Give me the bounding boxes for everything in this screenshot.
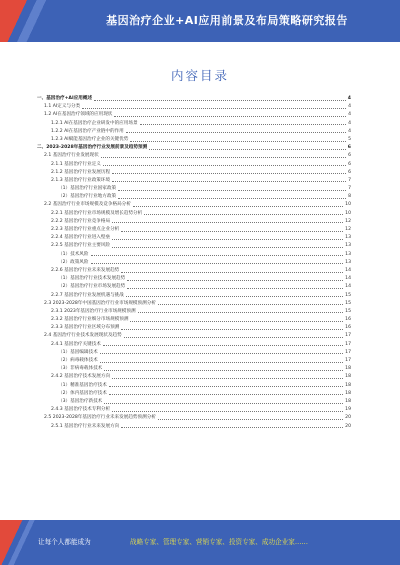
toc-entry[interactable] [37, 120, 351, 128]
toc-entry-page: 6 [347, 161, 351, 169]
toc-dot-leader [100, 353, 343, 354]
toc-entry-page: 7 [347, 185, 351, 193]
toc-entry[interactable] [37, 234, 351, 242]
toc-dot-leader [121, 427, 343, 428]
toc-entry[interactable] [37, 357, 351, 365]
toc-entry-title: 2.5 2023-2028年基因治疗行业未来发展趋势预测分析 [44, 414, 157, 422]
toc-dot-leader [130, 321, 343, 322]
toc-entry[interactable] [37, 103, 351, 111]
toc-dot-leader [112, 181, 346, 182]
toc-dot-leader [109, 394, 343, 395]
toc-entry[interactable] [37, 341, 351, 349]
toc-entry-title: 2.5.1 基因治疗行业未来发展方向 [51, 423, 120, 431]
toc-entry-title: 2.3.2 基因治疗行业细分市场规模预测 [51, 316, 129, 324]
toc-entry-page: 18 [344, 398, 351, 406]
toc-dot-leader [144, 214, 343, 215]
toc-entry[interactable] [37, 259, 351, 267]
toc-entry-title: 2.2.2 基因治疗行业竞争格局 [51, 218, 111, 226]
toc-entry-page: 4 [347, 128, 351, 136]
toc-entry-title: 2.1.3 基因治疗行业政策环境 [51, 177, 111, 185]
toc-entry[interactable] [37, 292, 351, 300]
toc-entry-page: 19 [344, 406, 351, 414]
toc-entry-page: 15 [344, 300, 351, 308]
toc-dot-leader [121, 231, 343, 232]
toc-entry[interactable] [37, 152, 351, 160]
toc-entry-page: 15 [344, 292, 351, 300]
toc-entry-title: （2）体内基因治疗技术 [58, 390, 108, 398]
footer-roles: 战略专家、管理专家、营销专家、投资专家、成功企业家…… [130, 538, 309, 546]
toc-entry[interactable] [37, 193, 351, 201]
footer-slogan: 让每个人都能成为 [38, 538, 91, 546]
toc-entry[interactable] [37, 185, 351, 193]
toc-entry-title: （1）精准基因治疗技术 [58, 382, 108, 390]
toc-entry-title: 2.4.2 基因治疗技术发展方向 [51, 373, 111, 381]
toc-entry[interactable] [37, 349, 351, 357]
toc-entry-title: 2.2.6 基因治疗行业未来发展趋势 [51, 267, 120, 275]
toc-entry-page: 8 [347, 193, 351, 201]
toc-entry[interactable] [37, 136, 351, 144]
toc-entry-title: 2.2.5 基因治疗行业主要风险 [51, 242, 111, 250]
toc-dot-leader [91, 255, 344, 256]
toc-entry-title: 2.2.7 基因治疗行业发展机遇与挑战 [51, 292, 125, 300]
toc-entry-title: 2.3 2023-2028年中国基因治疗行业市场规模预测分析 [44, 300, 157, 308]
toc-entry-title: 2.3.3 基因治疗行业区域分布预测 [51, 324, 120, 332]
toc-entry[interactable] [37, 283, 351, 291]
report-title: 基因治疗企业+AI应用前景及布局策略研究报告 [106, 14, 348, 27]
toc-entry[interactable] [37, 95, 351, 103]
toc-entry-title: 2.4 基因治疗行业技术发展现状及趋势 [44, 332, 123, 340]
toc-entry-page: 13 [344, 234, 351, 242]
toc-dot-leader [103, 345, 343, 346]
toc-dot-leader [158, 419, 343, 420]
toc-dot-leader [112, 411, 343, 412]
toc-dot-leader [104, 370, 343, 371]
toc-entry[interactable] [37, 210, 351, 218]
toc-entry-title: 1.1 AI定义与分类 [44, 103, 81, 111]
header-decoration [0, 0, 60, 42]
toc-entry-title: （2）基因治疗行业市场发展趋势 [58, 283, 126, 291]
toc-entry-page: 20 [344, 423, 351, 431]
footer-bar [0, 520, 400, 565]
toc-dot-leader [109, 386, 343, 387]
toc-entry-page: 4 [347, 95, 351, 103]
toc-entry[interactable] [37, 382, 351, 390]
toc-entry[interactable] [37, 128, 351, 136]
footer-decoration [0, 520, 35, 565]
toc-entry[interactable] [37, 111, 351, 119]
toc-dot-leader [126, 132, 346, 133]
toc-entry-page: 13 [344, 242, 351, 250]
toc-entry-title: 2.2 基因治疗行业市场规模及竞争格局分析 [44, 201, 132, 209]
toc-dot-leader [91, 263, 344, 264]
toc-entry-title: （1）基因治疗行业技术发展趋势 [58, 275, 126, 283]
toc-entry-title: 2.4.3 基因治疗技术专利分析 [51, 406, 111, 414]
toc-dot-leader [118, 198, 346, 199]
toc-entry-page: 10 [344, 201, 351, 209]
toc-entry-title: （2）病毒载体技术 [58, 357, 99, 365]
toc-entry-page: 4 [347, 111, 351, 119]
toc-entry-title: （3）基因治疗新技术 [58, 398, 103, 406]
toc-dot-leader [94, 100, 346, 101]
toc-entry[interactable] [37, 423, 351, 431]
toc-dot-leader [130, 141, 346, 142]
toc-entry[interactable] [37, 267, 351, 275]
toc-entry-title: 1.2.3 AI赋能基因治疗企业的关键优势 [51, 136, 129, 144]
toc-entry-page: 4 [347, 103, 351, 111]
toc-entry-page: 16 [344, 324, 351, 332]
toc-dot-leader [140, 124, 347, 125]
toc-dot-leader [112, 247, 343, 248]
toc-dot-leader [127, 280, 343, 281]
toc-entry-page: 6 [347, 169, 351, 177]
toc-entry[interactable] [37, 406, 351, 414]
toc-dot-leader [133, 206, 343, 207]
toc-dot-leader [104, 403, 343, 404]
toc-entry-page: 12 [344, 218, 351, 226]
toc-dot-leader [112, 239, 343, 240]
toc-dot-leader [121, 272, 343, 273]
toc-entry[interactable] [37, 177, 351, 185]
toc-entry[interactable] [37, 275, 351, 283]
toc-entry-page: 13 [344, 251, 351, 259]
toc-entry-page: 18 [344, 365, 351, 373]
toc-entry-page: 17 [344, 341, 351, 349]
toc-entry-page: 7 [347, 177, 351, 185]
toc-entry-page: 10 [344, 210, 351, 218]
toc-entry-title: 2.1.2 基因治疗行业发展历程 [51, 169, 111, 177]
toc-dot-leader [126, 296, 343, 297]
toc-entry[interactable] [37, 332, 351, 340]
toc-entry-title: （1）基因治疗行业国家政策 [58, 185, 117, 193]
toc-dot-leader [118, 190, 346, 191]
toc-entry[interactable] [37, 390, 351, 398]
toc-entry-page: 18 [344, 373, 351, 381]
toc-entry-page: 15 [344, 308, 351, 316]
toc-entry[interactable] [37, 242, 351, 250]
toc-dot-leader [138, 312, 344, 313]
toc-entry[interactable] [37, 201, 351, 209]
toc-entry-page: 14 [344, 275, 351, 283]
toc-entry[interactable] [37, 300, 351, 308]
toc-entry-page: 17 [344, 332, 351, 340]
toc-entry[interactable] [37, 308, 351, 316]
toc-entry-title: 2.1.1 基因治疗行业定义 [51, 161, 102, 169]
toc-entry[interactable] [37, 316, 351, 324]
toc-list [37, 95, 351, 431]
toc-entry-title: （1）基因编辑技术 [58, 349, 99, 357]
toc-entry-page: 4 [347, 120, 351, 128]
toc-entry-title: 2.2.4 基因治疗行业进入壁垒 [51, 234, 111, 242]
toc-entry-title: 2.4.1 基因治疗关键技术 [51, 341, 102, 349]
toc-entry-title: 2.2.3 基因治疗行业重点企业分析 [51, 226, 120, 234]
toc-dot-leader [112, 173, 346, 174]
toc-entry[interactable] [37, 324, 351, 332]
toc-dot-leader [121, 329, 343, 330]
toc-entry-page: 17 [344, 349, 351, 357]
toc-entry-page: 13 [344, 259, 351, 267]
toc-entry-page: 14 [344, 267, 351, 275]
toc-entry[interactable] [37, 161, 351, 169]
toc-entry[interactable] [37, 373, 351, 381]
toc-heading: 内容目录 [170, 68, 229, 83]
toc-dot-leader [149, 149, 346, 150]
toc-entry-title: （1）技术风险 [58, 251, 90, 259]
toc-entry-page: 6 [347, 152, 351, 160]
toc-entry-page: 12 [344, 226, 351, 234]
toc-dot-leader [101, 157, 346, 158]
toc-entry-title: 二、2023-2028年基因治疗行业发展前景及趋势预测 [37, 144, 148, 152]
toc-entry-title: 1.2.2 AI在基因治疗产业链中的作用 [51, 128, 125, 136]
toc-dot-leader [158, 304, 343, 305]
toc-entry[interactable] [37, 414, 351, 422]
toc-entry[interactable] [37, 365, 351, 373]
toc-entry-page: 14 [344, 283, 351, 291]
toc-dot-leader [100, 362, 343, 363]
toc-entry-title: （2）基因治疗行业地方政策 [58, 193, 117, 201]
toc-entry[interactable] [37, 169, 351, 177]
toc-entry[interactable] [37, 226, 351, 234]
toc-entry-title: （3）非病毒载体技术 [58, 365, 103, 373]
toc-entry-page: 6 [347, 144, 351, 152]
toc-entry[interactable] [37, 144, 351, 152]
toc-dot-leader [82, 108, 346, 109]
toc-entry-title: 1.2 AI在基因治疗领域的应用现状 [44, 111, 113, 119]
toc-dot-leader [114, 116, 346, 117]
toc-entry-page: 17 [344, 357, 351, 365]
toc-entry-page: 20 [344, 414, 351, 422]
toc-dot-leader [127, 288, 343, 289]
toc-entry-page: 18 [344, 390, 351, 398]
toc-dot-leader [103, 165, 346, 166]
toc-entry-title: 2.1 基因治疗行业发展现状 [44, 152, 100, 160]
toc-entry-page: 5 [347, 136, 351, 144]
toc-entry-title: 1.2.1 AI在基因治疗企业研发中的应用场景 [51, 120, 139, 128]
toc-entry-title: 2.3.1 2023年基因治疗行业市场规模预测 [51, 308, 137, 316]
toc-dot-leader [112, 222, 343, 223]
toc-entry-title: 2.2.1 基因治疗行业市场规模及增长趋势分析 [51, 210, 143, 218]
toc-entry-title: 一、基因治疗+AI应用概述 [37, 95, 93, 103]
toc-entry-title: （2）政策风险 [58, 259, 90, 267]
toc-entry[interactable] [37, 251, 351, 259]
toc-dot-leader [124, 337, 343, 338]
report-header-bar [0, 0, 400, 42]
toc-dot-leader [112, 378, 343, 379]
toc-entry[interactable] [37, 218, 351, 226]
toc-entry[interactable] [37, 398, 351, 406]
toc-entry-page: 18 [344, 382, 351, 390]
toc-entry-page: 16 [344, 316, 351, 324]
